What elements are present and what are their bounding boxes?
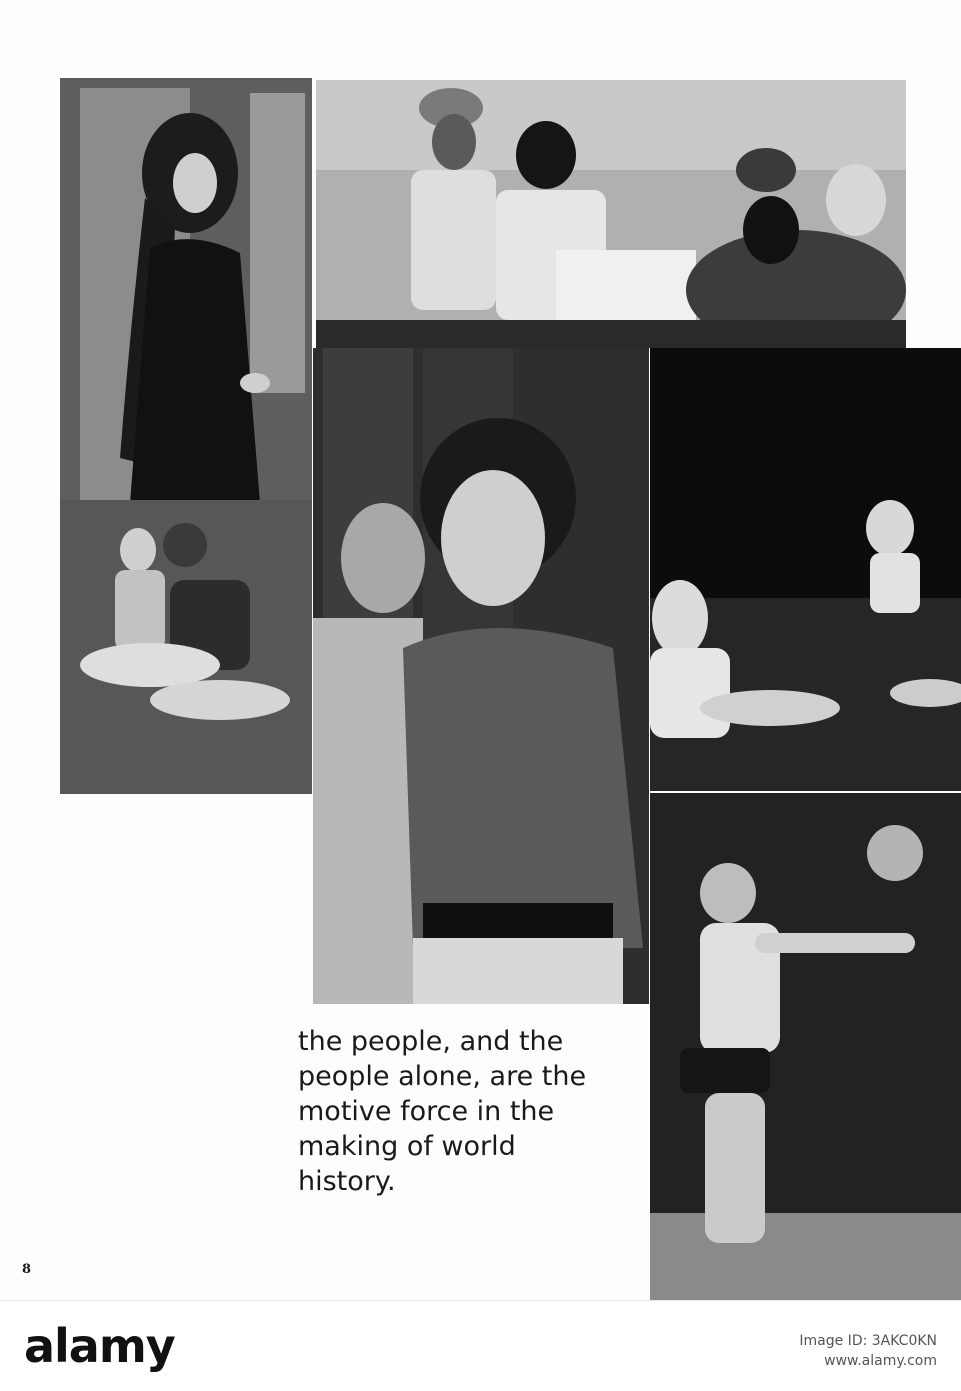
photo-cheer-scene [650, 348, 961, 791]
page-number: 8 [22, 1262, 32, 1277]
photo-boy-plaid-shirt [313, 348, 649, 1004]
photo-volleyball-player [650, 793, 961, 1300]
photo-couple-on-grass [60, 500, 312, 794]
alamy-logo: alamy [24, 1319, 175, 1373]
site-url-text: www.alamy.com [824, 1353, 937, 1369]
photo-grass-scene [60, 500, 312, 794]
stock-footer [0, 1300, 961, 1391]
photo-girl-long-hair [60, 78, 312, 503]
photo-girl-scene [60, 78, 312, 503]
photo-volleyball-scene [650, 793, 961, 1300]
photo-table-scene [316, 80, 906, 348]
photo-boy-scene [313, 348, 649, 1004]
footer-meta [799, 1331, 937, 1371]
page-caption: the people, and the people alone, are the motive force in the making of world history. [298, 1026, 587, 1197]
photo-cheerleaders [650, 348, 961, 791]
photo-students-at-table [316, 80, 906, 348]
image-id-text: Image ID: 3AKC0KN [799, 1333, 937, 1349]
